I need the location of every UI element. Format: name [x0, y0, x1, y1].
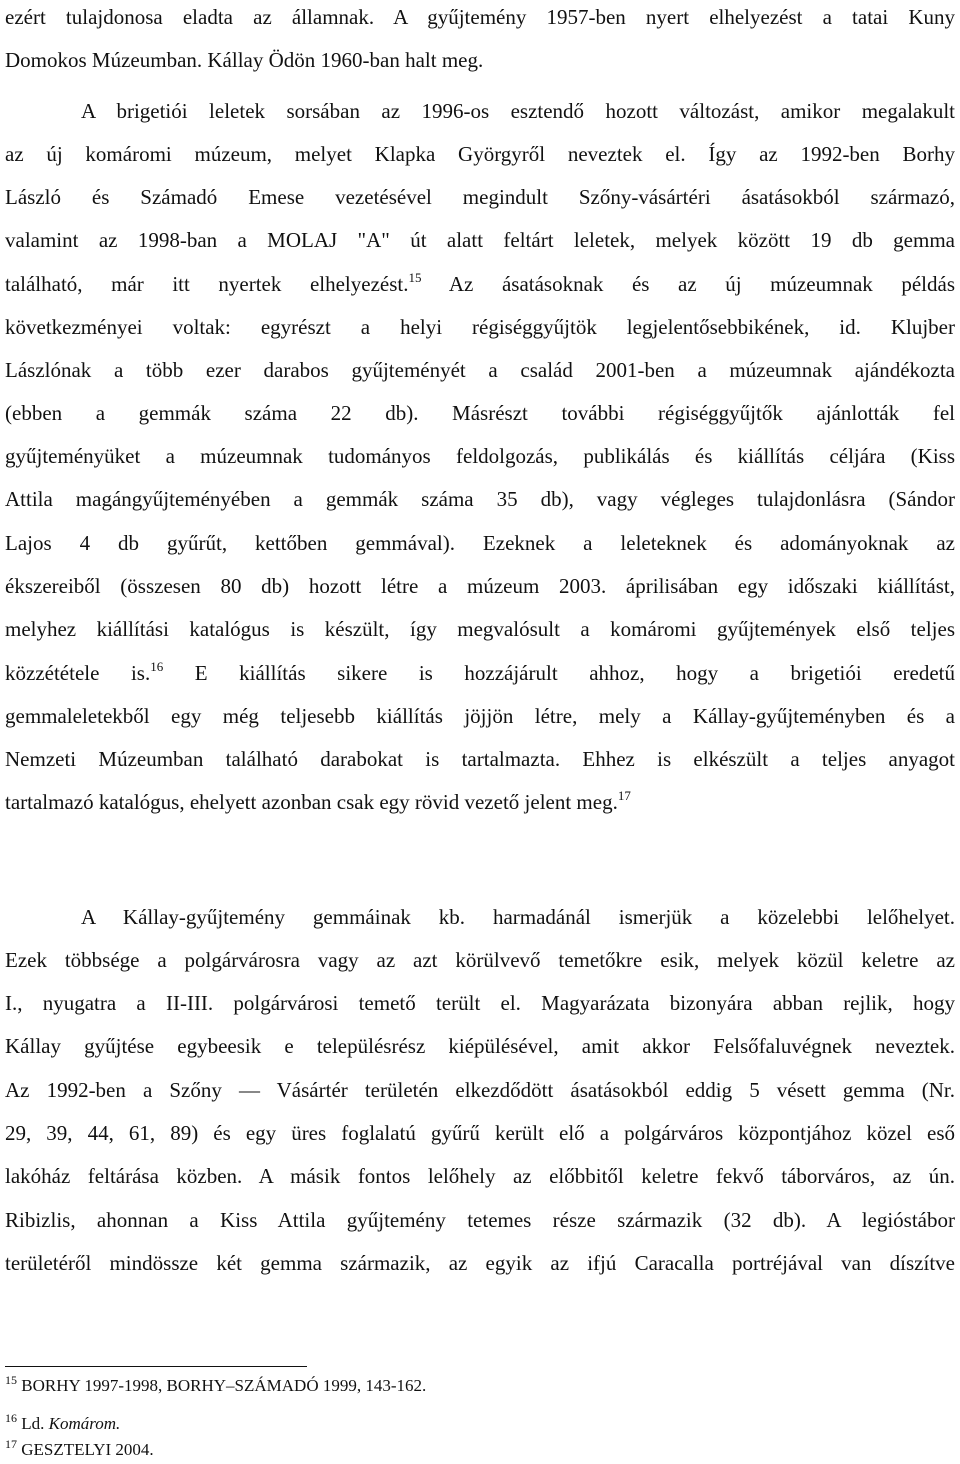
text-span: tartalmazó katalógus, ehelyett azonban csak egy rövid vezető jelent meg. — [5, 790, 618, 814]
text-line: valamint az 1998-ban a MOLAJ "A" út alatt feltárt leletek, melyek között 19 db gemma — [5, 228, 955, 252]
text-line: Attila magángyűjteményében a gemmák száma 35 db), vagy végleges tulajdonlásra (Sándor — [5, 487, 955, 511]
text-line: Az 1992-ben a Szőny — Vásártér területén elkezdődött ásatásokból eddig 5 vésett gemma (Nr. — [5, 1078, 955, 1102]
text-span: közzététele is. — [5, 661, 151, 685]
footnote — [5, 1411, 121, 1434]
footnote-ref: 16 — [150, 659, 164, 674]
text-line: Kállay gyűjtése egybeesik e településrész kiépülésével, amit akkor Felsőfaluvégnek neveztek. — [5, 1034, 955, 1058]
text-line: László és Számadó Emese vezetésével megindult Szőny-vásártéri ásatásokból származó, — [5, 185, 955, 209]
text-line: 29, 39, 44, 61, 89) és egy üres foglalatú gyűrű került elő a polgárváros központjához közel eső — [5, 1121, 955, 1145]
footnote-number: 15 — [5, 1373, 17, 1387]
footnote-separator — [5, 1366, 307, 1367]
text-line — [5, 271, 955, 297]
text-line: lakóház feltárása közben. A másik fontos lelőhely az előbbitől keletre fekvő táborváros, az ún. — [5, 1164, 955, 1188]
text-line: (ebben a gemmák száma 22 db). Másrészt további régiséggyűjtők ajánlották fel — [5, 401, 955, 425]
footnote — [5, 1437, 154, 1460]
footnote — [5, 1373, 427, 1396]
footnote-text: BORHY 1997-1998, BORHY–SZÁMADÓ 1999, 143-162. — [17, 1376, 427, 1395]
text-line — [5, 789, 955, 815]
text-line: A Kállay-gyűjtemény gemmáinak kb. harmadánál ismerjük a közelebbi lelőhelyet. — [81, 905, 955, 929]
text-line: Ribizlis, ahonnan a Kiss Attila gyűjtemény tetemes része származik (32 db). A legióstábor — [5, 1208, 955, 1232]
text-line: következményei voltak: egyrészt a helyi régiséggyűjtök legjelentősebbikének, id. Klujber — [5, 315, 955, 339]
text-line: az új komáromi múzeum, melyet Klapka Györgyről neveztek el. Így az 1992-ben Borhy — [5, 142, 955, 166]
text-line: Domokos Múzeumban. Kállay Ödön 1960-ban halt meg. — [5, 48, 484, 72]
text-line: ékszereiből (összesen 80 db) hozott létre a múzeum 2003. áprilisában egy időszaki kiállítást, — [5, 574, 955, 598]
text-line: Ezek többsége a polgárvárosra vagy az azt körülvevő temetőkre esik, melyek közül keletre az — [5, 948, 955, 972]
text-line: Lajos 4 db gyűrűt, kettőben gemmával). Ezeknek a leleteknek és adományoknak az — [5, 531, 955, 555]
footnote-text: Ld. — [17, 1414, 49, 1433]
footnote-ref: 15 — [408, 270, 422, 285]
footnote-title: Komárom. — [48, 1414, 121, 1433]
footnote-ref: 17 — [617, 788, 631, 803]
text-line: területéről mindössze két gemma származik, az egyik az ifjú Caracalla portréjával van díszítve — [5, 1251, 955, 1275]
footnote-number: 17 — [5, 1437, 17, 1451]
text-line: I., nyugatra a II-III. polgárvárosi temető terült el. Magyarázata bizonyára abban rejlik, hogy — [5, 991, 955, 1015]
text-span: E kiállítás sikere is hozzájárult ahhoz, hogy a brigetiói eredetű — [163, 661, 956, 685]
footnote-number: 16 — [5, 1411, 17, 1425]
text-line — [5, 660, 955, 686]
text-line: gyűjteményüket a múzeumnak tudományos feldolgozás, publikálás és kiállítás céljára (Kiss — [5, 444, 955, 468]
text-line: Nemzeti Múzeumban található darabokat is tartalmazta. Ehhez is elkészült a teljes anyagot — [5, 747, 955, 771]
text-line: A brigetiói leletek sorsában az 1996-os esztendő hozott változást, amikor megalakult — [81, 99, 955, 123]
text-line: ezért tulajdonosa eladta az államnak. A gyűjtemény 1957-ben nyert elhelyezést a tatai Kuny — [5, 5, 955, 29]
text-line: melyhez kiállítási katalógus is készült, így megvalósult a komáromi gyűjtemények első teljes — [5, 617, 955, 641]
text-line: gemmaleletekből egy még teljesebb kiállítás jöjjön létre, mely a Kállay-gyűjteményben és a — [5, 704, 955, 728]
footnote-text: GESZTELYI 2004. — [17, 1440, 154, 1459]
text-line: Lászlónak a több ezer darabos gyűjteményét a család 2001-ben a múzeumnak ajándékozta — [5, 358, 955, 382]
text-span: Az ásatásoknak és az új múzeumnak példás — [421, 272, 956, 296]
text-span: található, már itt nyertek elhelyezést. — [5, 272, 409, 296]
